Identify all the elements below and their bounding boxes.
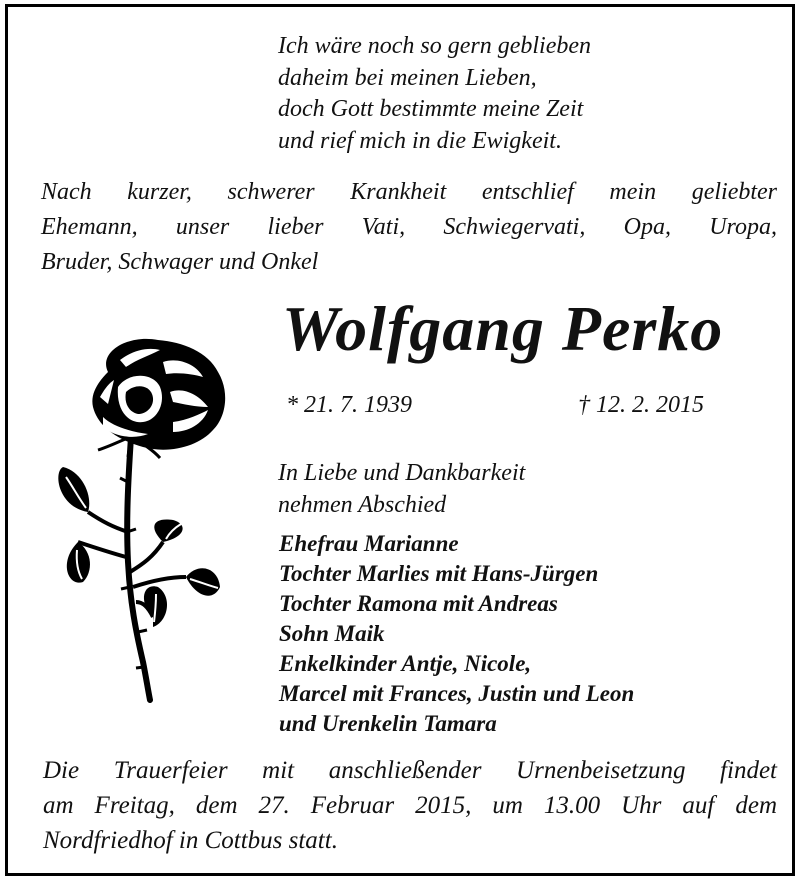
farewell-text: [278, 457, 525, 521]
poem-line: daheim bei meinen Lieben,: [278, 64, 537, 91]
intro-line: Nach kurzer, schwerer Krankheit entschlief mein geliebter: [41, 179, 777, 205]
family-member: Tochter Marlies mit Hans-Jürgen: [279, 561, 599, 586]
rose-icon: [48, 332, 228, 707]
poem: [278, 31, 591, 157]
birth-date: * 21. 7. 1939: [286, 392, 412, 418]
family-member: Sohn Maik: [279, 621, 385, 646]
family-member: Enkelkinder Antje, Nicole,: [279, 651, 532, 676]
intro-line: Ehemann, unser lieber Vati, Schwiegervati, Opa, Uropa,: [41, 214, 777, 240]
ceremony-line: am Freitag, dem 27. Februar 2015, um 13.00 Uhr auf dem: [43, 792, 777, 819]
death-date: † 12. 2. 2015: [578, 392, 704, 418]
deceased-name: Wolfgang Perko: [282, 293, 724, 364]
ceremony-line: Nordfriedhof in Cottbus statt.: [43, 827, 338, 854]
family-member: Ehefrau Marianne: [279, 531, 459, 556]
ceremony-text: [43, 753, 777, 858]
family-member: Marcel mit Frances, Justin und Leon: [279, 681, 635, 706]
poem-line: doch Gott bestimmte meine Zeit: [278, 96, 584, 122]
farewell-line: In Liebe und Dankbarkeit: [278, 460, 526, 486]
poem-line: Ich wäre noch so gern geblieben: [278, 33, 592, 59]
family-member: Tochter Ramona mit Andreas: [279, 591, 558, 616]
farewell-line: nehmen Abschied: [278, 492, 447, 518]
family-list: [279, 529, 634, 739]
intro-line: Bruder, Schwager und Onkel: [41, 249, 319, 275]
ceremony-line: Die Trauerfeier mit anschließender Urnenbeisetzung findet: [43, 757, 777, 784]
obituary-frame: [5, 4, 795, 876]
intro-text: [41, 175, 777, 280]
family-member: und Urenkelin Tamara: [279, 711, 497, 736]
poem-line: und rief mich in die Ewigkeit.: [278, 127, 562, 154]
